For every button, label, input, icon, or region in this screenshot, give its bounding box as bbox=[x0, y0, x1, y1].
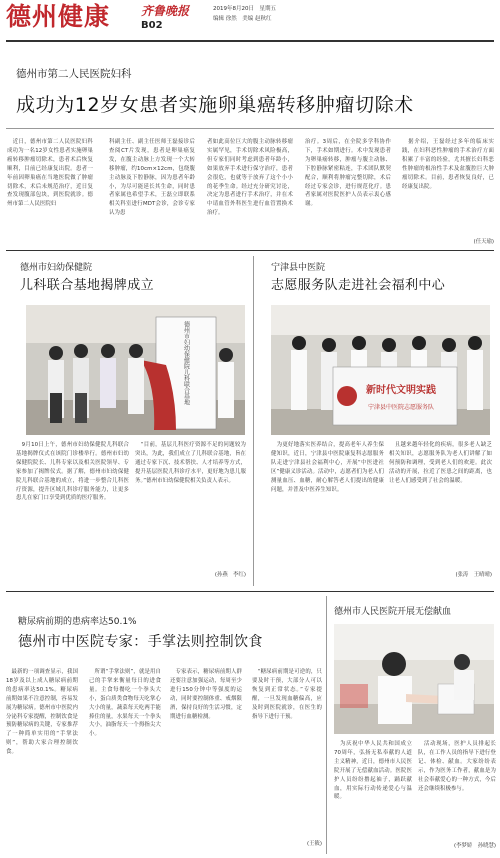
bottom-left-column-2: 所谓“手掌法则”，就是用自己的手掌来衡量每日的进食量。主食每餐吃一个拳头大小，蛋白质类食物每天吃掌心大小的量，蔬菜每天吃两手能捧住的量，水果每天一个拳头大小，油脂每天一个拇指尖大小。 bbox=[89, 669, 161, 738]
lead-column-5: 据介绍，王磊经过多年的临床实践，在妇科恶性肿瘤的手术治疗方面积累了丰富的经验，尤其擅长妇科恶性肿瘤的根治性手术及盆腹腔巨大肿瘤切除术。目前，患者恢复良好，已经康复出院。 bbox=[402, 139, 494, 190]
left-byline: (孙燕 李红) bbox=[214, 572, 246, 578]
lead-kicker: 德州市第二人民医院妇科 bbox=[16, 68, 132, 80]
masthead-title: 德州健康 bbox=[6, 2, 111, 31]
bottom-right-photo bbox=[334, 624, 494, 734]
right-headline: 志愿服务队走进社会福利中心 bbox=[271, 278, 446, 293]
lead-column-4: 治疗。3周后，在全院多学科协作下，手术如期进行。术中发现患者为卵巢癌转移，肿瘤与腹主动脉、下腔静脉紧密粘连，手术团队默契配合，顺利将肿瘤完整切除，术后经过专家会诊，进行规范化疗。患者家属对医院医护人员表示衷心感谢。 bbox=[305, 139, 391, 208]
lead-headline: 成功为12岁女患者实施卵巢癌转移肿瘤切除术 bbox=[16, 94, 414, 116]
left-photo bbox=[26, 305, 245, 435]
left-column-1: 9月10日上午，德州市妇幼保健院儿科联合基地揭牌仪式在该院门诊楼举行。德州市妇幼保健院院长、儿科专家以及相关医院领导、专家参加了揭牌仪式。据了解，德州市妇幼保健院儿科联合基地的成立，将进一步整合儿科医疗资源，提升区域儿科诊疗服务能力，让更多患儿在家门口享受到优质的医疗服务。 bbox=[16, 442, 129, 502]
left-column-2: “目前，基层儿科医疗资源不足的问题较为突出，为此，我们成立了儿科联合基地，旨在通过专家下沉、技术帮扶、人才培养等方式，提升基层医院儿科诊疗水平，更好地为患儿服务。”德州市妇幼保健院相关负责人表示。 bbox=[135, 442, 246, 484]
bottom-right-column-2: 活动现场，医护人员排起长队，在工作人员的指导下进行登记、体检、献血。大家纷纷表示，作为医务工作者，献血是为社会奉献爱心的一种方式，今后还会继续积极参与。 bbox=[418, 741, 496, 792]
bottom-left-kicker: 糖尿病前期的患病率达50.1% bbox=[18, 617, 137, 627]
right-kicker: 宁津县中医院 bbox=[271, 263, 326, 273]
newspaper-brand-logo: 齐鲁晚报 bbox=[141, 4, 190, 18]
bottom-right-column-1: 为庆祝中华人民共和国成立70周年，弘扬无私奉献的人道主义精神，近日，德州市人民医院开展了无偿献血活动。医院医护人员纷纷撸起袖子，踊跃献血，用实际行动传递爱心与温暖。 bbox=[334, 741, 412, 801]
left-kicker: 德州市妇幼保健院 bbox=[20, 263, 93, 273]
lead-byline: (任天瑜) bbox=[473, 239, 494, 245]
bottom-left-column-1: 最新的一项调查显示，我国18岁及以上成人糖尿病前期的患病率达50.1%。糖尿病前期如果不注意控制，容易发展为糖尿病。德州市中医院内分泌科专家提醒，控制饮食是预防糖尿病的关键，专家推荐了一种简单实用的“手掌法则”，帮助大家合理控制饮食。 bbox=[6, 669, 78, 756]
lead-column-2: 科副主任、副主任医师王磊接诊后查阅CT片发现，患者是卵巢癌复发，在腹主动脉上方发现一个大转移肿瘤，约10cm×12cm，包绕腹主动脉及下腔静脉，因为患者年龄小，为尽可能延长其生命，同时患者家属也希望手术，王磊立即联系相关科室进行MDT会诊，会诊专家认为患 bbox=[109, 139, 195, 217]
lead-divider bbox=[6, 128, 494, 129]
right-column-1: 为更好地落实医养结合，提高老年人养生保健知识，近日，宁津县中医院康复科志愿服务队走进宁津县社会福利中心，开展“中医进社区”健康义诊活动。活动中，志愿者们为老人们测量血压、血糖，耐心解答老人们提出的健康问题，并普及中医养生知识。 bbox=[271, 442, 384, 493]
bottom-left-column-4: “糖尿病前期是可逆的，只要及时干预，大部分人可以恢复到正常状态。”专家提醒，一旦发现血糖偏高，应及时到医院就诊，在医生的指导下进行干预。 bbox=[252, 669, 322, 720]
right-photo-banner-sub: 宁津县中医院志愿服务队 bbox=[367, 404, 435, 411]
bottom-right-byline: (李梦娇 孙晓慧) bbox=[454, 843, 496, 849]
right-photo-banner: 新时代文明实践 bbox=[366, 385, 436, 396]
bottom-left-headline: 德州市中医院专家：手掌法则控制饮食 bbox=[18, 634, 263, 650]
masthead-rule bbox=[6, 40, 494, 42]
lead-column-3: 者如此高位巨大的腹主动脉转移瘤实属罕见，手术切除术风险极高，但专家们同时考虑到患者年龄小，如果放弃手术进行保守治疗，患者会很危，也就等于放弃了这个小小的花季生命。经过充分研究讨论，决定为患者进行手术治疗，并在术中请血管外科医生进行血管置换术治疗。 bbox=[207, 139, 293, 217]
section-rule-2 bbox=[6, 591, 494, 592]
masthead-date: 2019年8月20日 星期五 bbox=[213, 6, 276, 12]
right-photo bbox=[271, 305, 490, 435]
page-number: B02 bbox=[141, 20, 163, 31]
left-headline: 儿科联合基地揭牌成立 bbox=[20, 278, 155, 293]
right-byline: (张涛 王晴晴) bbox=[455, 572, 492, 578]
column-divider bbox=[253, 256, 254, 586]
section-rule-1 bbox=[6, 250, 494, 251]
bottom-left-column-3: 专家表示，糖尿病前期人群还要注意加强运动，每周至少进行150分钟中等强度的运动，同时要控制体重、戒烟限酒，保持良好的生活习惯，定期进行血糖检测。 bbox=[170, 669, 242, 720]
left-photo-sign: 德州市妇幼保健院儿科联合基地 bbox=[182, 321, 190, 405]
bottom-column-divider bbox=[326, 596, 327, 854]
bottom-left-byline: (王筱) bbox=[307, 841, 322, 847]
right-column-2: 且越来越年轻化的疾病，很多老人缺乏相关知识，志愿服务队为老人们讲解了如何预防和调理，受到老人们的欢迎。此次活动的开展，拉近了医患之间的距离，也让老人们感受到了社会的温暖。 bbox=[389, 442, 492, 484]
bottom-right-kicker: 德州市人民医院开展无偿献血 bbox=[334, 607, 452, 617]
lead-column-1: 近日，德州市第二人民医院妇科成功为一名12岁女性患者实施卵巢癌转移肿瘤切除术，患者术后恢复顺利，目前已经康复出院。患者一年前因卵巢癌在当地医院做了肿瘤切除术，术后未规范治疗，近日复查发现腹部包块，到医院就诊。德州市第二人民医院妇 bbox=[7, 139, 93, 208]
masthead-editor: 编辑 徐然 美编 赵秋红 bbox=[213, 16, 272, 22]
